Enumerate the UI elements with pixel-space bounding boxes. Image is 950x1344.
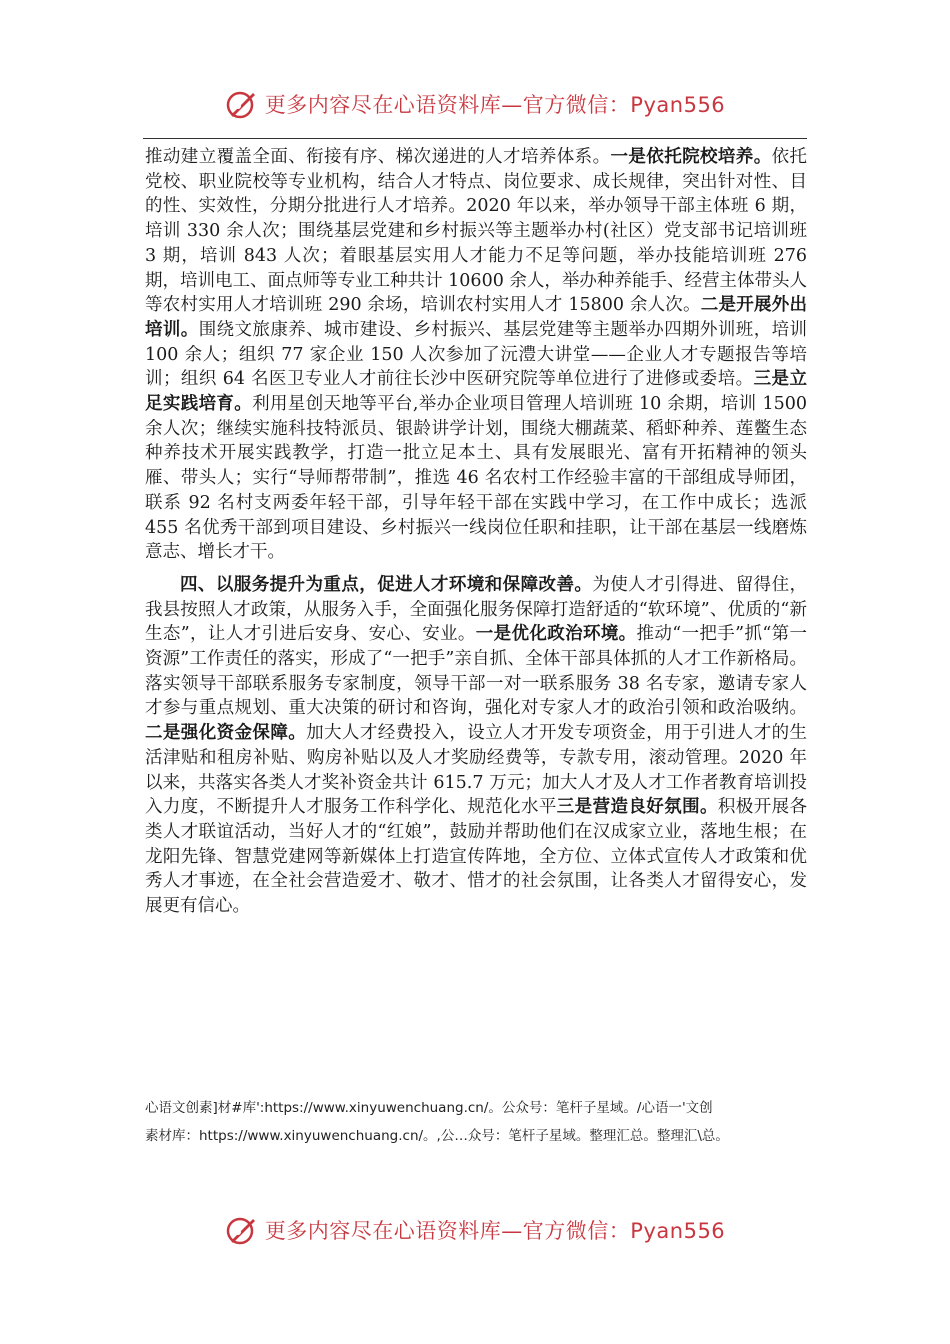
- header-rule: [143, 138, 807, 139]
- header-banner: [0, 84, 950, 124]
- text-run: 利用星创天地等平台,举办企业项目管理人培训班 10 余期，培训 1500 余人次；继续实施科技特派员、银龄讲学计划，围绕大棚蔬菜、稻虾种养、莲鳖生态种养技术开展实践教学，打造一批立足本土、具有发展眼光、富有开拓精神的领头雁、带头人；实行“导师帮带制”，推选 46 名农村工作经验丰富的干部组成导师团，联系 92 名村支两委年轻干部，引导年轻干部在实践中学习，在工作中成长；选派 455 名优秀干部到项目建设、乡村振兴一线岗位任职和挂职，让干部在基层一线磨炼意志、增长才干。: [145, 394, 807, 563]
- bold-heading-run: 四、以服务提升为重点，促进人才环境和保障改善。: [180, 574, 593, 595]
- text-run: 推动“一把手”抓“第一资源”工作责任的落实，形成了“一把手”亲自抓、全体干部具体抓的人才工作新格局。落实领导干部联系服务专家制度，领导干部一对一联系服务 38 名专家，邀请专家人才参与重点规划、重大决策的研讨和咨询，强化对专家人才的政治引领和政治吸纳。: [145, 624, 807, 719]
- bold-heading-run: 三是立足实践培育。: [145, 369, 807, 415]
- text-run: 为使人才引得进、留得住，我县按照人才政策，从服务入手，全面强化服务保障打造舒适的“软环境”、优质的“新生态”，让人才引进后安身、安心、安业。: [145, 574, 808, 645]
- text-run: 积极开展各类人才联谊活动，当好人才的“红娘”，鼓励并帮助他们在汉成家立业，落地生根；在龙阳先锋、智慧党建网等新媒体上打造宣传阵地，全方位、立体式宣传人才政策和优秀人才事迹，在全社会营造爱才、敬才、惜才的社会氛围，让各类人才留得安心，发展更有信心。: [145, 797, 808, 917]
- bold-heading-run: 一是优化政治环境。: [475, 624, 637, 645]
- bold-heading-run: 二是强化资金保障。: [145, 723, 307, 744]
- text-run: 依托党校、职业院校等专业机构，结合人才特点、岗位要求、成长规律，突出针对性、目的性、实效性，分期分批进行人才培养。2020 年以来，举办领导干部主体班 6 期，培训 330 余人次；围绕基层党建和乡村振兴等主题举办村(社区）党支部书记培训班 3 期，培训 843 人次；着眼基层实用人才能力不足等问题，举办技能培训班 276 期，培训电工、面点师等专业工种共计 10600 余人，举办种养能手、经营主体带头人等农村实用人才培训班 290 余场，培训农村实用人才 15800 余人次。: [145, 147, 808, 316]
- bold-heading-run: 二是开展外出培训。: [145, 295, 807, 340]
- pen-logo-icon: [225, 87, 259, 121]
- pen-logo-icon: [225, 1213, 259, 1247]
- watermark-text: [145, 1094, 825, 1150]
- text-run: 推动建立覆盖全面、衔接有序、梯次递进的人才培养体系。: [145, 147, 611, 167]
- paragraph-1: [145, 145, 807, 565]
- bold-heading-run: 一是依托院校培养。: [610, 147, 772, 167]
- footer-banner: [0, 1210, 950, 1250]
- text-run: 围绕文旅康养、城市建设、乡村振兴、基层党建等主题举办四期外训班，培训 100 余人；组织 77 家企业 150 人次参加了沅澧大讲堂——企业人才专题报告等培训；组织 64 名医卫专业人才前往长沙中医研究院等单位进行了进修或委培。: [145, 319, 808, 390]
- bold-heading-run: 三是营造良好氛围。: [556, 797, 718, 818]
- footer-banner-text: 更多内容尽在心语资料库—官方微信：Pyan556: [264, 1219, 726, 1243]
- paragraph-2: [145, 573, 807, 919]
- watermark-line-2: 素材库：https://www.xinyuwenchuang.cn/。,公…众号：笔杆子星域。整理汇总。整理汇\总。: [145, 1128, 729, 1144]
- header-banner-text: 更多内容尽在心语资料库—官方微信：Pyan556: [264, 93, 726, 117]
- document-body: [145, 145, 807, 919]
- watermark-line-1: 心语文创素]材#库':https://www.xinyuwenchuang.cn/。公众号：笔杆子星域。/心语一'文创: [145, 1100, 713, 1116]
- text-run: 加大人才经费投入，设立人才开发专项资金，用于引进人才的生活津贴和租房补贴、购房补贴以及人才奖励经费等，专款专用，滚动管理。2020 年以来，共落实各类人才奖补资金共计 615.7 万元；加大人才及人才工作者教育培训投入力度，不断提升人才服务工作科学化、规范化水平: [145, 723, 807, 818]
